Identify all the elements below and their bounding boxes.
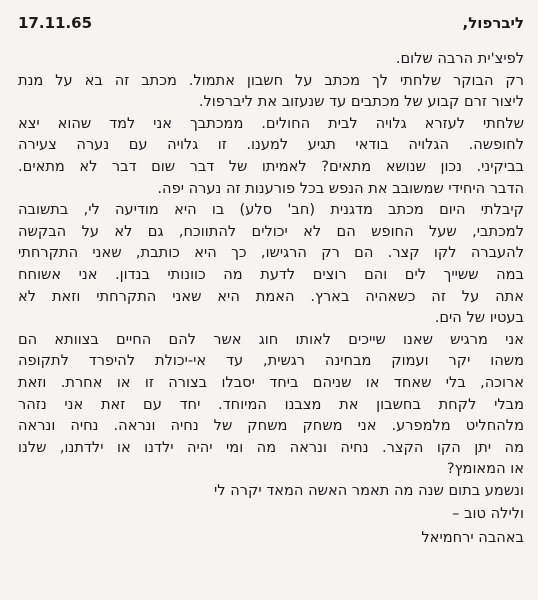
letter-line: לחופשה. הגלויה בודאי תגיע למענו. זו גלויה עם נערה צעירה xyxy=(18,136,524,154)
letter-line: או המאומץ? xyxy=(446,460,524,478)
letter-line: ונשמע בתום שנה מה תאמר האשה המאד יקרה לי xyxy=(214,481,524,499)
letter-line: אתה על זה כשאהיה בארץ. האמת היא שאני התקרחתי וזאת לא xyxy=(18,287,524,305)
letter-line: קיבלתי היום מכתב מדגנית (חב' סלע) בו היא מודיעה לי, בתשובה xyxy=(18,201,524,219)
letter-line: בביקיני. נכון שנושא מתאים? לאמיתו של דבר שום דבר לא מתאים. xyxy=(18,157,524,175)
letter-line: רק הבוקר שלחתי לך מכתב על חשבון אתמול. מכתב זה בא על מנת xyxy=(18,71,524,89)
closing-line: ולילה טוב – xyxy=(452,505,524,523)
letter-line: למכתבי, שעל החופש הם לא יכולים להתווכח, גם לא על הבקשה xyxy=(18,222,524,240)
letter-line: מבלי לקחת בחשבון את מצבנו המיוחד. יחד עם זאת אני נזהר xyxy=(18,395,524,413)
letter-line: ליצור זרם קבוע של מכתבים עד שנעזוב את ליברפול. xyxy=(198,93,524,111)
signature: באהבה ירחמיאל xyxy=(421,529,524,547)
letter-line: להעברה לקו קצר. הם רק הרגישו, כך היא כותבת, שאני התקרחתי xyxy=(18,244,524,262)
salutation: לפיצ'ית הרבה שלום. xyxy=(395,50,524,67)
letter-line: הדבר היחידי שמשובב את הנפש בכל פורענות זה נערה יפה. xyxy=(157,179,524,197)
letter-line: במה ששייך לים והם רוצים לדעת מה כוונותי בנדון. אני אשוחח xyxy=(18,265,524,283)
letter-date: 17.11.65 xyxy=(18,14,93,32)
letter-line: שלחתי לעזרא גלויה לבית החולים. ממכתבך אני למד שהוא יצא xyxy=(18,114,524,132)
letter-line: מה יתן הקו הקצר. נחיה ונראה מה ומי יהיה ילדנו או ילדתנו, שלנו xyxy=(18,438,524,456)
letter-line: משהו יקר ועמוק מבחינה רגשית, עד אי-יכולת להיפרד לתקופה xyxy=(18,352,524,370)
letter-place: ליברפול, xyxy=(462,14,524,32)
letter-body xyxy=(18,48,524,525)
letter-line: ארוכה, בלי שאחד או שניהם ביחד יסבלו בצורה זו או אחרת. וזאת xyxy=(18,373,524,391)
letter-line: בעטיו של הים. xyxy=(434,309,524,327)
letter-line: אני מרגיש שאנו שייכים לאותו חוג אשר להם החיים בצוותא הם xyxy=(18,330,524,348)
letter-header xyxy=(18,14,524,36)
letter-line: מלהחליט מלמפרע. אני משחק משחק של נחיה ונראה. נחיה ונראה xyxy=(18,417,524,435)
